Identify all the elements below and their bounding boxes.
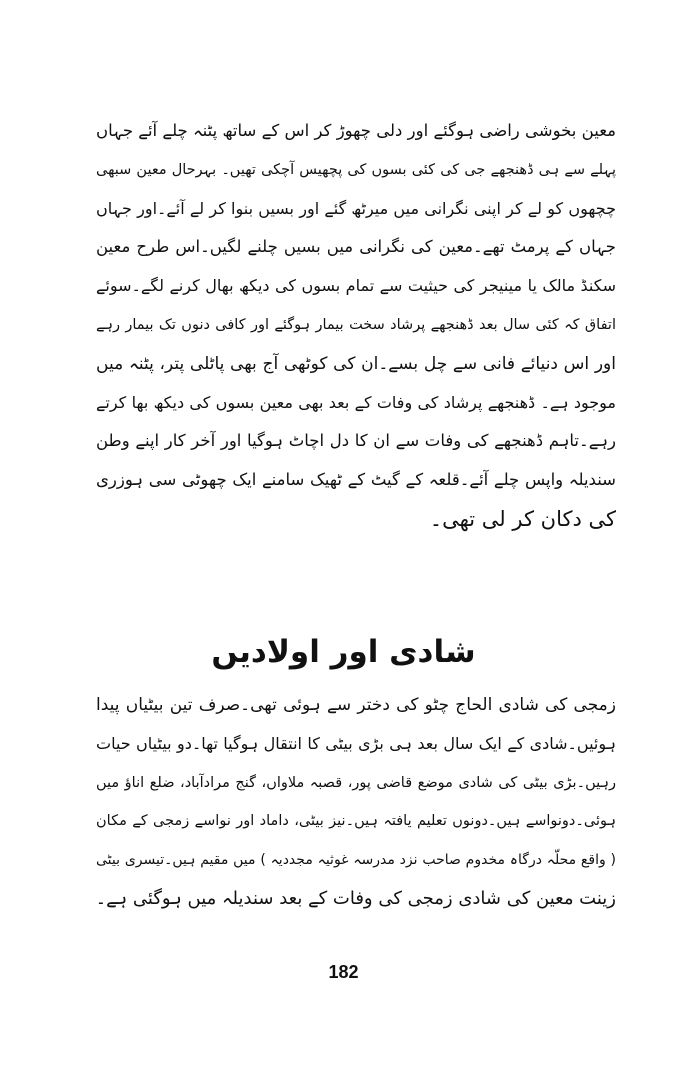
text-line: اور اس دنیائے فانی سے چل بسے۔ان کی کوٹھی آج بھی پاٹلی پتر، پٹنہ میں [96, 353, 616, 374]
text-line: جہاں کے پرمٹ تھے۔معین کی نگرانی میں بسیں چلنے لگیں۔اس طرح معین [96, 237, 616, 257]
text-line: موجود ہے۔ ڈھنجھے پرشاد کی وفات کے بعد بھی معین بسوں کی دیکھ بھا کرتے [96, 392, 616, 412]
text-line: ہوئی۔دونواسے ہیں۔دونوں تعلیم یافتہ ہیں۔نیز بیٹی، داماد اور نواسے زمجی کے مکان [96, 813, 616, 830]
text-line: اتفاق کہ کئی سال بعد ڈھنجھے پرشاد سخت بیمار ہوگئے اور کافی دنوں تک بیمار رہے [96, 316, 616, 333]
text-line: سندیلہ واپس چلے آئے۔قلعہ کے گیٹ کے ٹھیک سامنے ایک چھوٹی سی ہوزری [96, 470, 616, 490]
paragraph-biography [96, 112, 616, 539]
text-line: رہیں۔بڑی بیٹی کی شادی موضع قاضی پور، قصبہ ملاواں، گنج مرادآباد، ضلع اناؤ میں [96, 774, 616, 791]
text-line: سکنڈ مالک یا مینیجر کی حیثیت سے تمام بسوں کی دیکھ بھال کرنے لگے۔سوئے [96, 276, 616, 296]
section-heading: شادی اور اولادیں [211, 634, 476, 670]
paragraph-marriage-children [96, 686, 616, 919]
text-line: رہے۔تاہم ڈھنجھے کی وفات سے ان کا دل اچاٹ ہوگیا اور آخر کار اپنے وطن [96, 431, 616, 451]
text-line: زینت معین کی شادی زمجی کی وفات کے بعد سندیلہ میں ہوگئی ہے۔ [96, 887, 616, 909]
text-line: معین بخوشی راضی ہوگئے اور دلی چھوڑ کر اس کے ساتھ پٹنہ چلے آئے جہاں [96, 121, 616, 140]
text-line: زمجی کی شادی الحاج چٹو کی دختر سے ہوئی تھی۔صرف تین بیٹیاں پیدا [96, 695, 616, 715]
text-line: ( واقع محلّہ درگاہ مخدوم صاحب نزد مدرسہ غوثیہ مجددیہ ) میں مقیم ہیں۔تیسری بیٹی [96, 852, 616, 869]
text-line: پہلے سے ہی ڈھنجھے جی کی کئی بسوں کی پچھیس آچکی تھیں۔ بہرحال معین سبھی [96, 161, 616, 178]
text-line: ہوئیں۔شادی کے ایک سال بعد ہی بڑی بیٹی کا انتقال ہوگیا تھا۔دو بیٹیاں حیات [96, 733, 616, 753]
text-line: چچھوں کو لے کر اپنی نگرانی میں میرٹھ گئے اور بسیں بنوا کر لے آئے۔اور جہاں [96, 198, 616, 218]
text-line: کی دکان کر لی تھی۔ [429, 506, 616, 531]
page-number: 182 [328, 962, 359, 982]
